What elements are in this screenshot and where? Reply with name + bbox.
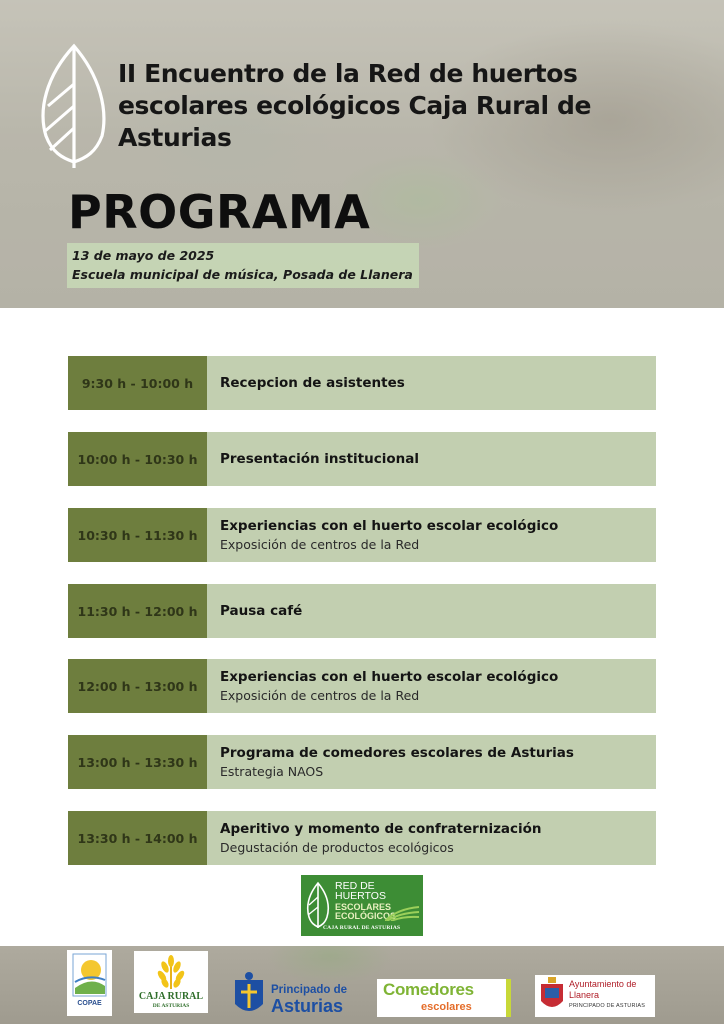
schedule-content <box>207 735 656 789</box>
copae-logo <box>67 950 112 1016</box>
coat-of-arms-icon <box>229 970 269 1020</box>
logo-line: RED DE <box>335 880 375 892</box>
schedule-time: 10:30 h - 11:30 h <box>68 508 207 562</box>
schedule-row <box>68 735 656 789</box>
event-venue: Escuela municipal de música, Posada de Llanera <box>72 267 413 282</box>
schedule-content <box>207 659 656 713</box>
schedule-row <box>68 356 656 410</box>
schedule-content <box>207 508 656 562</box>
wheat-icon <box>134 951 208 991</box>
schedule-content <box>207 584 656 638</box>
escolares-label: escolares <box>421 1001 472 1013</box>
schedule-subtitle: Estrategia NAOS <box>220 763 324 779</box>
schedule-time: 12:00 h - 13:00 h <box>68 659 207 713</box>
schedule-content <box>207 811 656 865</box>
sun-icon <box>67 950 112 1000</box>
schedule-subtitle: Exposición de centros de la Red <box>220 536 420 552</box>
event-info-box <box>67 243 419 288</box>
schedule-title: Presentación institucional <box>220 450 419 467</box>
comedores-accent-bar <box>506 979 511 1017</box>
comedores-label: Comedores <box>383 980 474 999</box>
logo-line: HUERTOS <box>335 890 386 902</box>
shield-icon <box>539 977 565 1015</box>
schedule-title: Aperitivo y momento de confraternización <box>220 820 542 837</box>
ayuntamiento-label: Ayuntamiento de <box>569 979 637 989</box>
schedule-time: 13:00 h - 13:30 h <box>68 735 207 789</box>
schedule-title: Experiencias con el huerto escolar ecológico <box>220 668 559 685</box>
field-icon <box>385 905 419 921</box>
copae-label: COPAE <box>77 1000 102 1007</box>
schedule-title: Programa de comedores escolares de Asturias <box>220 744 574 761</box>
schedule-title: Recepcion de asistentes <box>220 374 405 391</box>
sponsors-footer <box>0 946 724 1024</box>
event-date: 13 de mayo de 2025 <box>72 248 215 263</box>
schedule-subtitle: Degustación de productos ecológicos <box>220 839 454 855</box>
schedule-row <box>68 508 656 562</box>
leaf-icon <box>38 40 108 170</box>
caja-rural-logo <box>134 951 208 1013</box>
schedule-row <box>68 659 656 713</box>
logo-line: ESCOLARES <box>335 902 392 912</box>
schedule-content <box>207 356 656 410</box>
caja-rural-sub: DE ASTURIAS <box>152 1003 190 1009</box>
logo-text-bottom: CAJA RURAL DE ASTURIAS <box>323 925 401 931</box>
schedule-time: 13:30 h - 14:00 h <box>68 811 207 865</box>
event-title: II Encuentro de la Red de huertos escolares ecológicos Caja Rural de Asturias <box>118 59 592 152</box>
logo-line: ECOLÓGICOS <box>335 911 397 921</box>
asturias-label: Asturias <box>271 996 344 1016</box>
caja-rural-name: CAJA RURAL <box>138 991 204 1002</box>
schedule-subtitle: Exposición de centros de la Red <box>220 687 420 703</box>
logo-text-top <box>335 881 386 901</box>
schedule-row <box>68 584 656 638</box>
schedule-time: 10:00 h - 10:30 h <box>68 432 207 486</box>
ayuntamiento-llanera-logo <box>535 975 655 1017</box>
schedule-time: 9:30 h - 10:00 h <box>68 356 207 410</box>
red-huertos-logo <box>301 875 423 936</box>
schedule-title: Experiencias con el huerto escolar ecológico <box>220 517 559 534</box>
leaf-icon <box>305 881 331 929</box>
llanera-label: Llanera <box>569 990 600 1000</box>
hero-banner <box>0 0 724 308</box>
programa-heading: PROGRAMA <box>68 185 371 239</box>
principado-caps-label: PRINCIPADO DE ASTURIAS <box>569 1003 646 1009</box>
comedores-escolares-logo <box>377 979 511 1017</box>
principado-label: Principado de <box>271 984 348 996</box>
schedule-time: 11:30 h - 12:00 h <box>68 584 207 638</box>
schedule-title: Pausa café <box>220 602 303 619</box>
principado-asturias-logo <box>225 968 360 1020</box>
schedule-row <box>68 432 656 486</box>
schedule-row <box>68 811 656 865</box>
schedule-content <box>207 432 656 486</box>
